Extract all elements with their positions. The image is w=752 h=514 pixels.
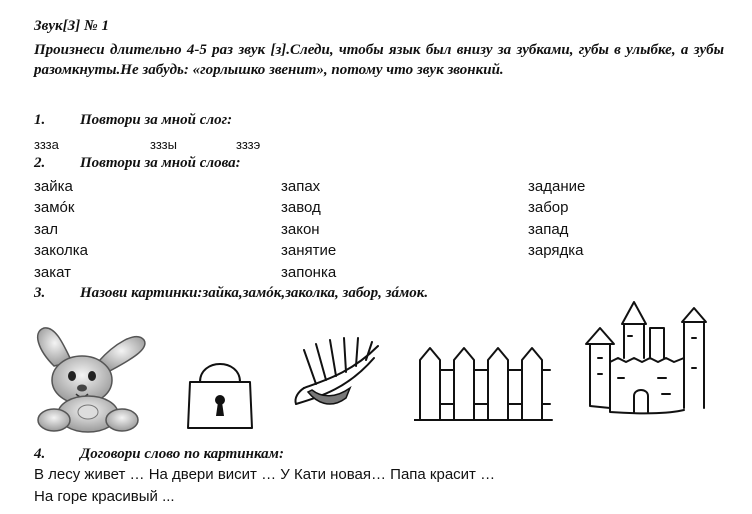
page-title: Звук[З] № 1 [34, 18, 109, 34]
word-list-col3-item: зарядка [528, 242, 584, 259]
sentence-line-2: На горе красивый ... [34, 488, 175, 505]
word-list-col2-item: занятие [281, 242, 337, 259]
task-2-text: Повтори за мной слова: [80, 155, 241, 171]
word-list-col2-item: запах [281, 178, 321, 195]
hair-clip-icon [286, 332, 386, 418]
padlock-icon [182, 350, 258, 434]
word-list-col1-item: заколка [34, 242, 88, 259]
task-3-number: 3. [34, 285, 46, 301]
word-list-col1-item: замóк [34, 199, 75, 216]
sentence-line-1: В лесу живет … На двери висит … У Кати новая… Папа красит … [34, 466, 496, 483]
word-list-col1-item: зал [34, 221, 58, 238]
word-list-col3-item: забор [528, 199, 569, 216]
word-list-col2-item: завод [281, 199, 321, 216]
word-list-col2-item: запонка [281, 264, 337, 281]
syllable-3: зззэ [236, 137, 261, 152]
task-4-text: Договори слово по картинкам: [80, 446, 284, 462]
task-4-heading [34, 446, 284, 463]
task-2-number: 2. [34, 155, 46, 171]
syllable-1: ззза [34, 137, 59, 152]
task-4-number: 4. [34, 446, 46, 462]
task-1-text: Повтори за мной слог: [80, 112, 233, 128]
word-list-col1-item: закат [34, 264, 71, 281]
word-list-col3-item: задание [528, 178, 586, 195]
task-3-heading [34, 285, 428, 302]
task-3-text: Назови картинки:зайка,замóк,заколка, забор, зáмок. [80, 285, 429, 301]
castle-icon [578, 298, 718, 422]
task-1-number: 1. [34, 112, 46, 128]
intro-paragraph: Произнеси длительно 4-5 раз звук [з].Следи, чтобы язык был внизу за зубками, губы в улыбке, а зубы разомкнуты.Не забудь: «горлышко звенит», потому что звук звонкий. [34, 42, 724, 78]
word-list-col2-item: закон [281, 221, 320, 238]
task-2-heading [34, 155, 241, 172]
word-list-col1-item: зайка [34, 178, 73, 195]
syllable-2: зззы [150, 137, 177, 152]
fence-icon [414, 340, 554, 424]
word-list-col3-item: запад [528, 221, 569, 238]
task-1-heading [34, 112, 232, 129]
bunny-icon [18, 322, 168, 434]
